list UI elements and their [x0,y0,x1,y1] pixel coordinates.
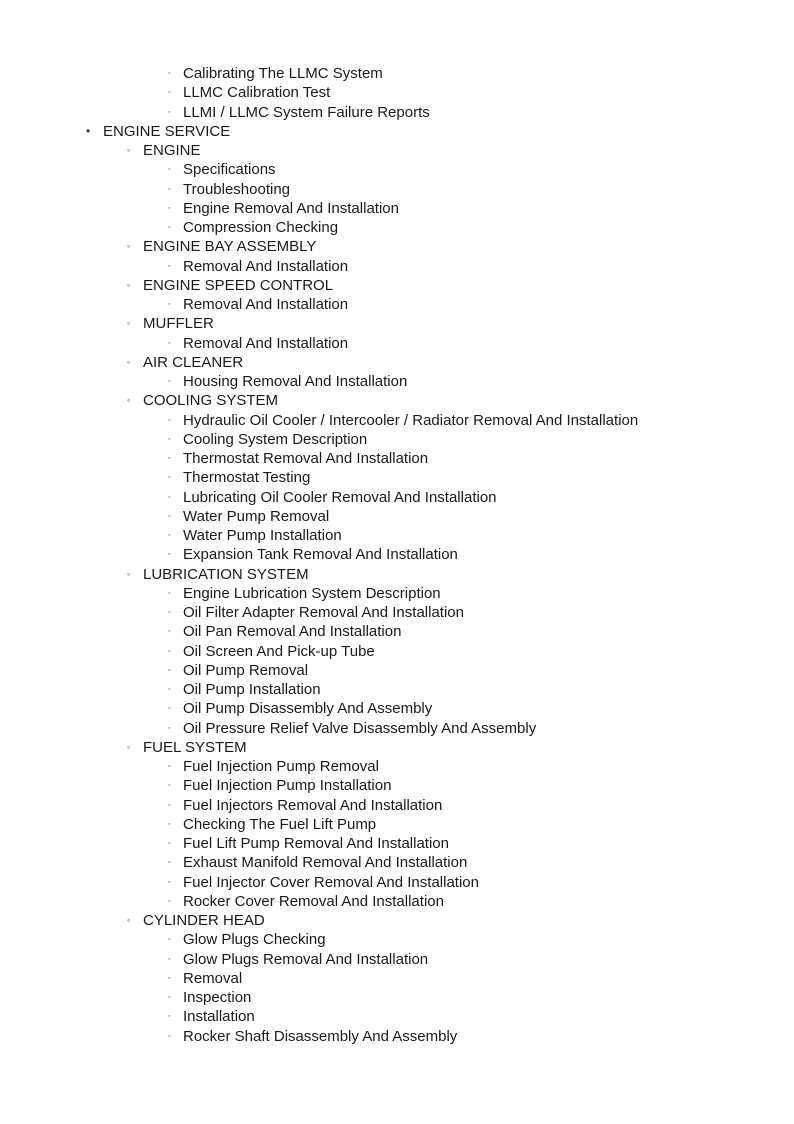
hollow-bullet-icon: ◦ [168,628,171,636]
toc-label: LLMI / LLMC System Failure Reports [183,103,430,121]
toc-entry[interactable] [0,892,794,911]
toc-label: ENGINE SERVICE [103,122,231,140]
hollow-bullet-icon: ◦ [168,897,171,905]
hollow-bullet-icon: ◦ [168,532,171,539]
toc-label: MUFFLER [143,315,214,333]
toc-label: COOLING SYSTEM [143,392,279,410]
toc-label: Expansion Tank Removal And Installation [183,546,458,564]
hollow-bullet-icon: ◦ [127,568,131,579]
filled-bullet-icon: • [86,123,91,138]
hollow-bullet-icon: ◦ [127,145,131,155]
hollow-bullet-icon: ◦ [168,609,171,616]
hollow-bullet-icon: ◦ [168,666,171,674]
toc-label: Removal And Installation [183,334,349,352]
toc-label: ENGINE SPEED CONTROL [143,276,334,294]
toc-label: Inspection [183,989,252,1006]
toc-section[interactable] [0,122,794,141]
toc-entry[interactable] [0,160,794,179]
toc-label: Troubleshooting [183,180,291,198]
hollow-bullet-icon: ◦ [127,356,131,367]
hollow-bullet-icon: ◦ [168,936,171,944]
hollow-bullet-icon: ◦ [168,974,171,982]
toc-chapter[interactable] [0,276,794,295]
toc-label: ENGINE BAY ASSEMBLY [143,238,317,256]
toc-label: Thermostat Removal And Installation [183,450,429,467]
hollow-bullet-icon: ◦ [168,589,171,597]
hollow-bullet-icon: ◦ [168,782,171,790]
toc-label: Removal [183,969,243,987]
toc-entry[interactable] [0,1007,794,1026]
toc-label: Rocker Shaft Disassembly And Assembly [183,1027,458,1045]
toc-entry[interactable] [0,334,794,353]
hollow-bullet-icon: ◦ [168,262,171,270]
toc-entry[interactable] [0,1027,794,1046]
toc-label: Fuel Injection Pump Removal [183,758,379,775]
hollow-bullet-icon: ◦ [168,647,171,655]
toc-label: Fuel Lift Pump Removal And Installation [183,835,449,852]
hollow-bullet-icon: ◦ [168,435,171,443]
toc-entry[interactable] [0,622,794,641]
toc-label: CYLINDER HEAD [143,912,265,929]
hollow-bullet-icon: ◦ [168,763,171,770]
toc-chapter[interactable] [0,738,794,757]
toc-entry[interactable] [0,661,794,680]
toc-label: Rocker Cover Removal And Installation [183,892,444,910]
toc-entry[interactable] [0,584,794,603]
toc-entry[interactable] [0,430,794,449]
toc-entry[interactable] [0,815,794,834]
hollow-bullet-icon: ◦ [127,395,131,406]
hollow-bullet-icon: ◦ [168,493,171,501]
hollow-bullet-icon: ◦ [168,224,171,231]
toc-label: Calibrating The LLMC System [183,65,383,82]
toc-entry[interactable] [0,757,794,776]
toc-entry[interactable] [0,468,794,487]
hollow-bullet-icon: ◦ [168,705,171,713]
hollow-bullet-icon: ◦ [127,741,131,752]
hollow-bullet-icon: ◦ [168,1013,171,1021]
toc-entry[interactable] [0,834,794,853]
toc-entry[interactable] [0,488,794,507]
toc-entry[interactable] [0,680,794,699]
toc-entry[interactable] [0,218,794,237]
toc-label: Oil Pressure Relief Valve Disassembly And Assembly [183,719,537,737]
toc-label: Exhaust Manifold Removal And Installation [183,854,468,872]
toc-chapter[interactable] [0,565,794,584]
toc-entry[interactable] [0,295,794,314]
toc-entry[interactable] [0,873,794,892]
hollow-bullet-icon: ◦ [168,512,171,520]
hollow-bullet-icon: ◦ [127,915,131,925]
hollow-bullet-icon: ◦ [168,551,171,559]
toc-label: Removal And Installation [183,296,349,313]
toc-entry[interactable] [0,449,794,468]
toc-entry[interactable] [0,719,794,738]
toc-chapter[interactable] [0,391,794,410]
hollow-bullet-icon: ◦ [168,994,171,1001]
hollow-bullet-icon: ◦ [168,89,171,97]
toc-entry[interactable] [0,180,794,199]
hollow-bullet-icon: ◦ [168,474,171,482]
toc-chapter[interactable] [0,314,794,333]
toc-entry[interactable] [0,411,794,430]
hollow-bullet-icon: ◦ [127,241,131,252]
table-of-contents [0,64,794,1046]
hollow-bullet-icon: ◦ [168,166,171,174]
toc-entry[interactable] [0,526,794,545]
toc-label: Oil Pump Installation [183,681,321,698]
toc-chapter[interactable] [0,353,794,372]
hollow-bullet-icon: ◦ [168,1032,171,1040]
toc-label: Oil Pump Disassembly And Assembly [183,700,433,718]
toc-entry[interactable] [0,950,794,969]
toc-label: Glow Plugs Removal And Installation [183,950,429,968]
hollow-bullet-icon: ◦ [168,840,171,847]
hollow-bullet-icon: ◦ [168,724,171,732]
toc-entry[interactable] [0,257,794,276]
toc-chapter[interactable] [0,237,794,256]
hollow-bullet-icon: ◦ [168,955,171,963]
hollow-bullet-icon: ◦ [168,70,171,77]
toc-label: Fuel Injection Pump Installation [183,777,392,795]
toc-entry[interactable] [0,372,794,391]
toc-entry[interactable] [0,603,794,622]
toc-label: Water Pump Removal [183,507,330,525]
toc-chapter[interactable] [0,911,794,930]
toc-entry[interactable] [0,776,794,795]
toc-entry[interactable] [0,930,794,949]
toc-entry[interactable] [0,642,794,661]
toc-label: Thermostat Testing [183,469,311,487]
toc-entry[interactable] [0,988,794,1007]
toc-entry[interactable] [0,796,794,815]
hollow-bullet-icon: ◦ [168,859,171,867]
toc-label: Hydraulic Oil Cooler / Intercooler / Radiator Removal And Installation [183,411,639,429]
toc-entry[interactable] [0,199,794,218]
toc-label: FUEL SYSTEM [143,738,247,756]
toc-label: Oil Pan Removal And Installation [183,623,402,641]
hollow-bullet-icon: ◦ [168,416,171,424]
toc-label: Oil Screen And Pick-up Tube [183,642,375,660]
toc-label: LLMC Calibration Test [183,84,331,102]
toc-label: Fuel Injectors Removal And Installation [183,796,443,814]
toc-entry[interactable] [0,545,794,564]
hollow-bullet-icon: ◦ [127,279,131,290]
toc-label: AIR CLEANER [143,353,244,371]
toc-label: Engine Removal And Installation [183,199,399,217]
hollow-bullet-icon: ◦ [168,301,171,308]
toc-entry[interactable] [0,853,794,872]
hollow-bullet-icon: ◦ [168,801,171,809]
toc-entry[interactable] [0,103,794,122]
toc-label: Cooling System Description [183,430,368,448]
toc-chapter[interactable] [0,141,794,160]
toc-entry[interactable] [0,83,794,102]
toc-label: Lubricating Oil Cooler Removal And Installation [183,488,497,506]
toc-entry[interactable] [0,969,794,988]
toc-label: Fuel Injector Cover Removal And Installation [183,873,479,891]
toc-label: Oil Filter Adapter Removal And Installation [183,604,464,621]
toc-label: Removal And Installation [183,257,349,275]
toc-label: Installation [183,1008,255,1026]
hollow-bullet-icon: ◦ [168,455,171,462]
hollow-bullet-icon: ◦ [168,820,171,828]
toc-label: Specifications [183,161,276,179]
hollow-bullet-icon: ◦ [168,878,171,886]
hollow-bullet-icon: ◦ [168,339,171,347]
hollow-bullet-icon: ◦ [127,318,131,329]
toc-label: LUBRICATION SYSTEM [143,565,309,583]
toc-label: ENGINE [143,142,201,159]
toc-label: Oil Pump Removal [183,661,309,679]
toc-label: Glow Plugs Checking [183,931,326,949]
toc-entry[interactable] [0,507,794,526]
toc-entry[interactable] [0,699,794,718]
hollow-bullet-icon: ◦ [168,686,171,693]
hollow-bullet-icon: ◦ [168,108,171,116]
toc-label: Compression Checking [183,219,339,236]
toc-label: Housing Removal And Installation [183,373,408,390]
toc-label: Engine Lubrication System Description [183,584,441,602]
toc-entry[interactable] [0,64,794,83]
toc-label: Water Pump Installation [183,527,342,544]
hollow-bullet-icon: ◦ [168,204,171,212]
hollow-bullet-icon: ◦ [168,185,171,193]
hollow-bullet-icon: ◦ [168,378,171,385]
toc-label: Checking The Fuel Lift Pump [183,815,377,833]
